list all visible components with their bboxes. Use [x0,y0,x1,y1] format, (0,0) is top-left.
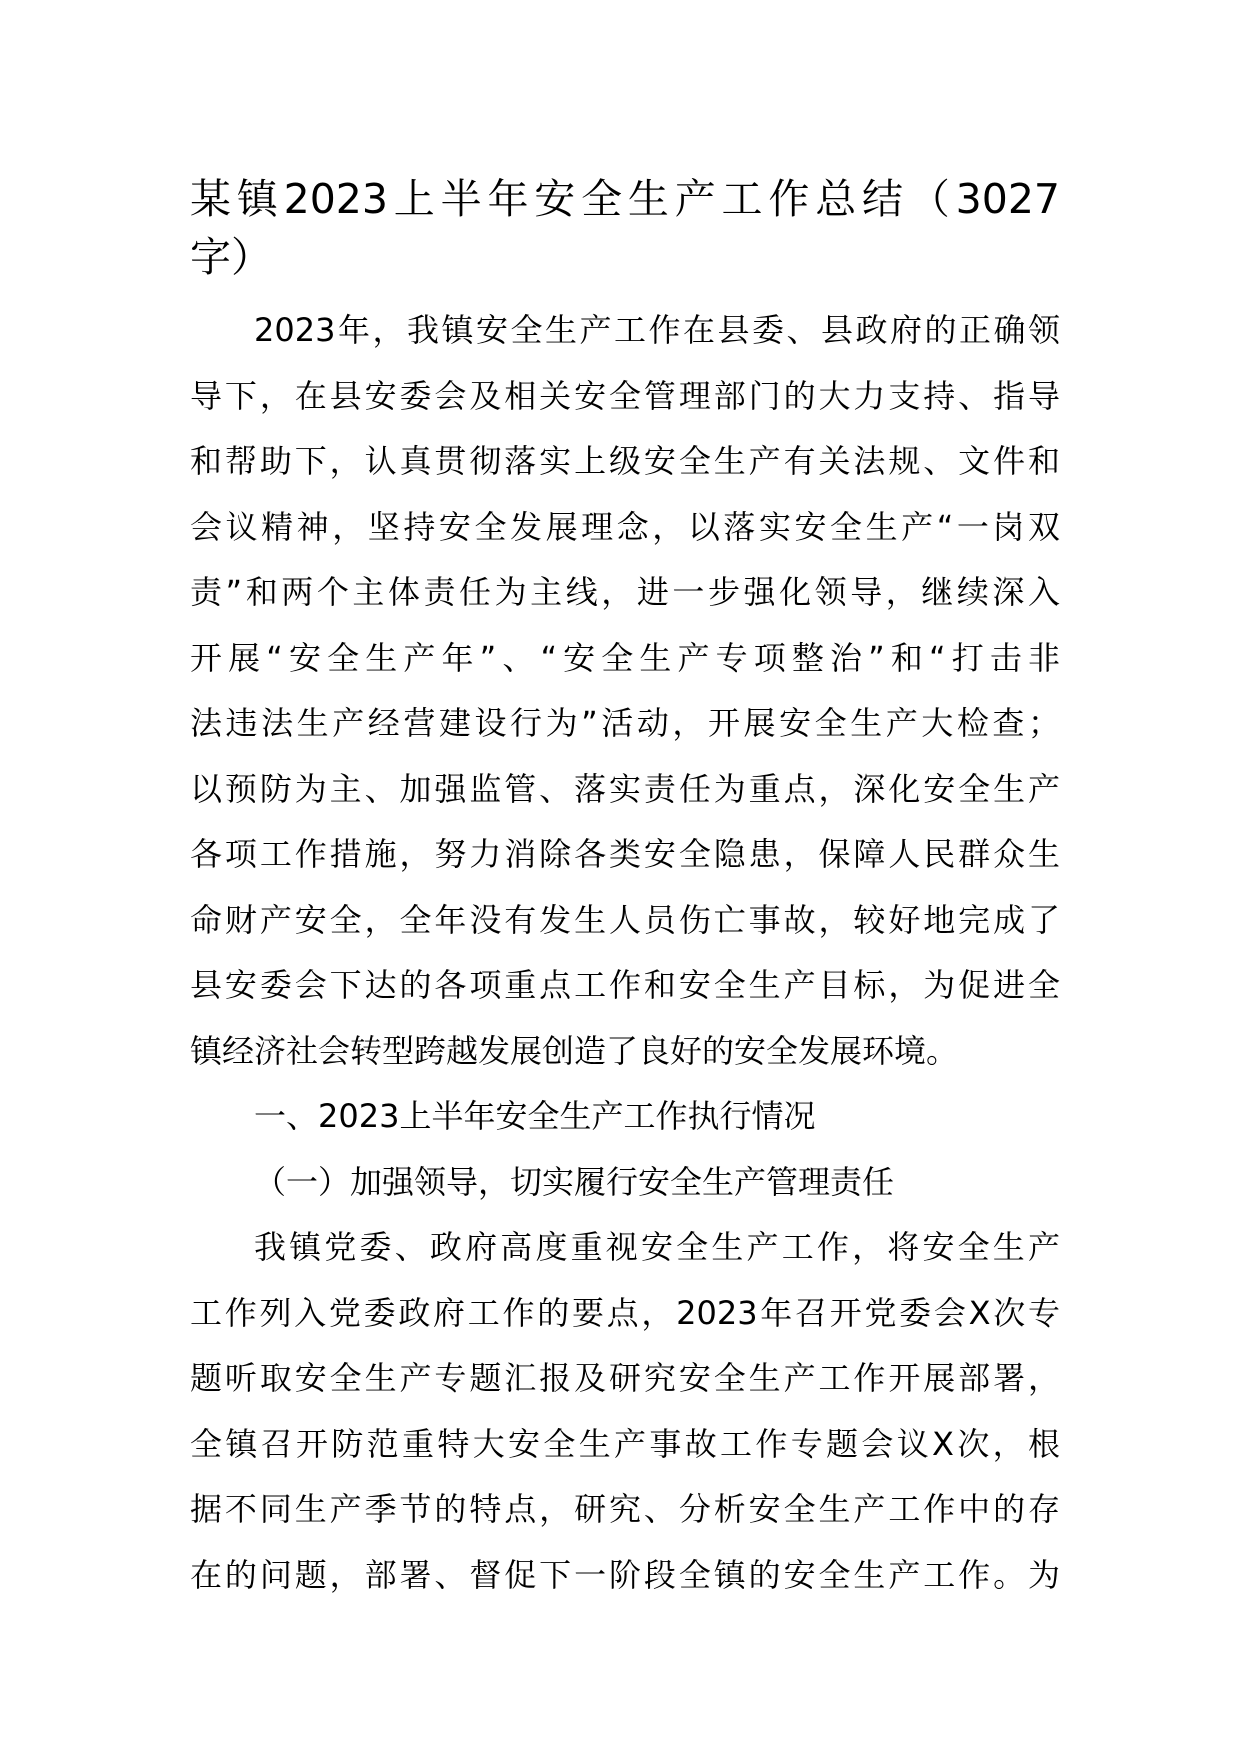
subsection-heading: （一）加强领导，切实履行安全生产管理责任 [254,1162,895,1201]
text-line: 开展“安全生产年”、“安全生产专项整治”和“打击非 [190,638,1060,677]
text-line: 我镇党委、政府高度重视安全生产工作，将安全生产 [254,1228,1060,1266]
text-line: 各项工作措施，努力消除各类安全隐患，保障人民群众生 [190,835,1060,873]
title-line: 某镇2023上半年安全生产工作总结（3027 [190,175,1060,223]
title-line: 字） [190,233,272,281]
text-line: 2023年，我镇安全生产工作在县委、县政府的正确领 [254,311,1060,349]
text-line: 法违法生产经营建设行为”活动，开展安全生产大检查； [190,704,1060,742]
text-line: 和帮助下，认真贯彻落实上级安全生产有关法规、文件和 [190,442,1060,480]
document-page [190,170,1060,1608]
body-paragraph [190,1215,1060,1608]
text-line: 据不同生产季节的特点，研究、分析安全生产工作中的存 [190,1490,1060,1528]
text-line: 题听取安全生产专题汇报及研究安全生产工作开展部署， [190,1359,1060,1397]
text-line: 在的问题，部署、督促下一阶段全镇的安全生产工作。为 [190,1555,1060,1594]
document-title [190,170,1060,286]
text-line: 责”和两个主体责任为主线，进一步强化领导，继续深入 [190,573,1060,611]
text-line: 导下，在县安委会及相关安全管理部门的大力支持、指导 [190,376,1060,415]
section-heading: 一、2023上半年安全生产工作执行情况 [254,1097,816,1135]
text-line: 会议精神，坚持安全发展理念，以落实安全生产“一岗双 [190,507,1060,546]
text-line: 工作列入党委政府工作的要点，2023年召开党委会X次专 [190,1293,1060,1332]
text-line: 县安委会下达的各项重点工作和安全生产目标，为促进全 [190,966,1060,1004]
text-line: 全镇召开防范重特大安全生产事故工作专题会议X次，根 [190,1424,1060,1463]
text-line: 以预防为主、加强监管、落实责任为重点，深化安全生产 [190,769,1060,808]
intro-paragraph [190,298,1060,1084]
text-line: 镇经济社会转型跨越发展创造了良好的安全发展环境。 [190,1031,959,1070]
text-line: 命财产安全，全年没有发生人员伤亡事故，较好地完成了 [190,900,1060,939]
